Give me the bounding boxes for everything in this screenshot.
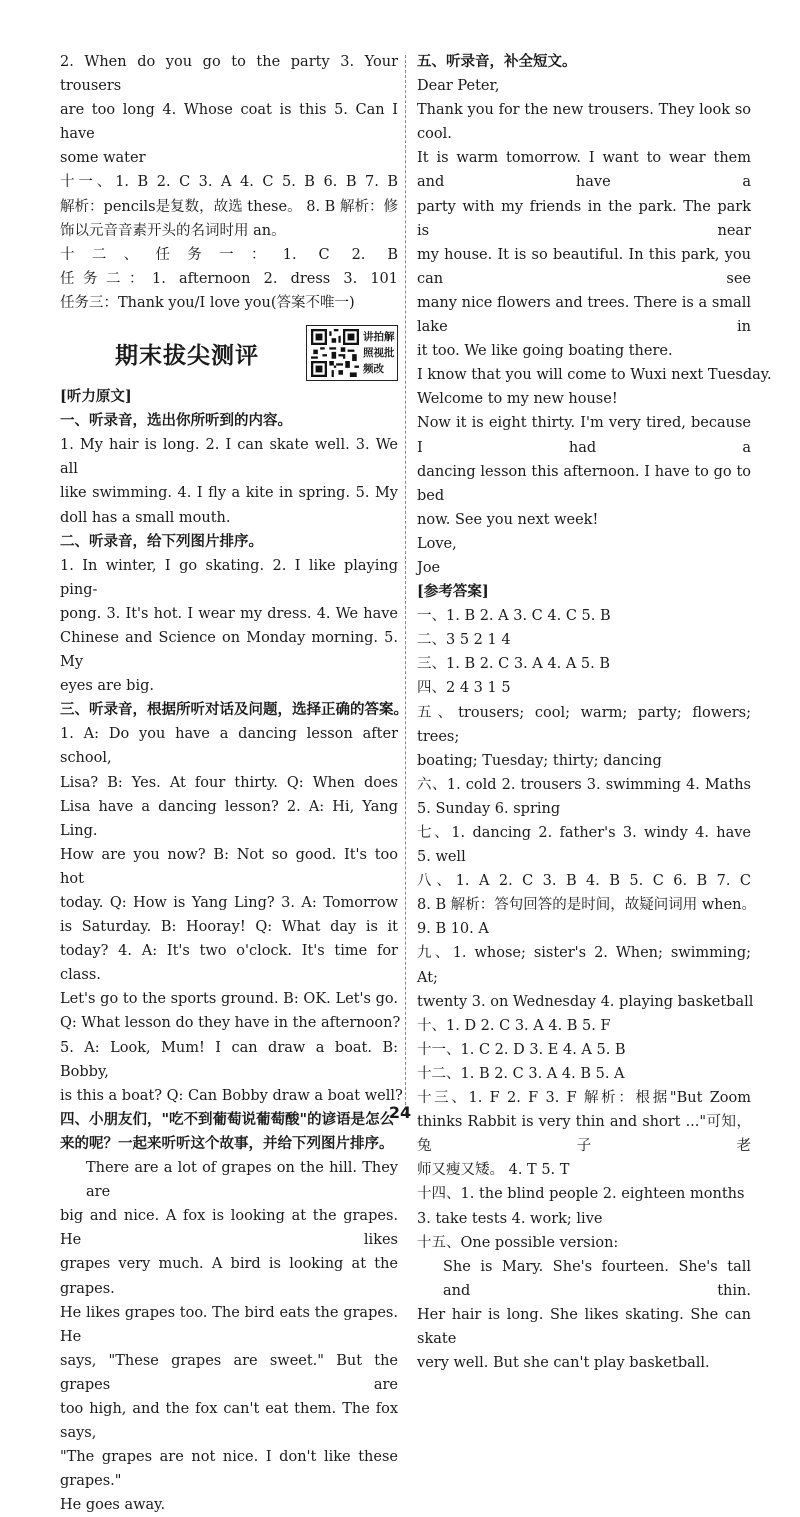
transcript-line: 四、小朋友们，"吃不到葡萄说葡萄酸"的谚语是怎么 — [60, 1110, 395, 1128]
text-line: it too. We like going boating there. — [417, 343, 673, 360]
left-top-answers — [60, 50, 398, 315]
transcript-line: is Saturday. B: Hooray! Q: What day is it — [60, 919, 398, 936]
answer-line: 十二、任务一：1. C 2. B — [60, 246, 398, 263]
text-line: 七、1. dancing 2. father's 3. windy 4. have — [417, 825, 751, 841]
answer-line: 十一、1. B 2. C 3. A 4. C 5. B 6. B 7. B — [60, 174, 398, 191]
transcript-line: He likes grapes too. The bird eats the grapes. He — [60, 1304, 398, 1345]
transcript-line: He goes away. — [60, 1497, 166, 1514]
text-line: many nice flowers and trees. There is a small lake in — [417, 294, 751, 336]
transcript-line: 一、听录音，选出你所听到的内容。 — [60, 412, 292, 430]
transcript-line: Lisa have a dancing lesson? 2. A: Hi, Yang Ling. — [60, 798, 398, 839]
section-title: 期末拔尖测评 — [115, 343, 259, 370]
text-line: 8. B 解析：答句回答的是时间，故疑问词用 when。 — [417, 897, 756, 914]
text-line: 六、1. cold 2. trousers 3. swimming 4. Maths — [417, 776, 751, 793]
text-line: thinks Rabbit is very thin and short ..."可知，兔子老 — [417, 1114, 751, 1155]
transcript-line: 1. In winter, I go skating. 2. I like playing ping- — [60, 557, 398, 598]
transcript-line: big and nice. A fox is looking at the grapes. He likes — [60, 1208, 398, 1249]
text-line: 十、1. D 2. C 3. A 4. B 5. F — [417, 1017, 611, 1034]
text-line: 一、1. B 2. A 3. C 4. C 5. B — [417, 608, 611, 625]
text-line: Now it is eight thirty. I'm very tired, because I had a — [417, 415, 751, 456]
text-line: She is Mary. She's fourteen. She's tall and thin. — [443, 1258, 751, 1299]
answer-line: some water — [60, 150, 146, 167]
transcript-line: 1. A: Do you have a dancing lesson after school, — [60, 726, 398, 767]
qr-code-icon — [311, 329, 359, 377]
transcript-line: 5. A: Look, Mum! I can draw a boat. B: Bobby, — [60, 1039, 398, 1080]
text-line: boating; Tuesday; thirty; dancing — [417, 752, 662, 769]
answer-line: 饰以元音音素开头的名词时用 an。 — [60, 222, 286, 239]
text-line: 5. Sunday 6. spring — [417, 800, 561, 817]
text-line: Love, — [417, 535, 457, 552]
text-line: now. See you next week! — [417, 511, 599, 528]
transcript-line: There are a lot of grapes on the hill. They are — [86, 1160, 398, 1201]
text-line: Thank you for the new trousers. They look so cool. — [417, 102, 751, 143]
text-line: my house. It is so beautiful. In this park, you can see — [417, 246, 751, 287]
transcript-line: 二、听录音，给下列图片排序。 — [60, 532, 263, 550]
page-number: 24 — [388, 1103, 412, 1122]
transcript-line: 三、听录音，根据所听对话及问题，选择正确的答案。 — [60, 701, 408, 719]
transcript-line: like swimming. 4. I fly a kite in spring. 5. My — [60, 485, 398, 502]
qr-code-box — [306, 325, 398, 381]
text-line: 5. well — [417, 849, 466, 866]
transcript-line: too high, and the fox can't eat them. The fox says, — [60, 1400, 398, 1442]
text-line: 九、1. whose; sister's 2. When; swimming; At; — [417, 945, 751, 986]
text-line: party with my friends in the park. The park is near — [417, 198, 751, 239]
transcript-line: is this a boat? Q: Can Bobby draw a boat well? — [60, 1087, 403, 1104]
answer-line: are too long 4. Whose coat is this 5. Can I have — [60, 102, 398, 143]
transcript-line: Q: What lesson do they have in the afternoon? — [60, 1015, 401, 1032]
text-line: Joe — [417, 559, 441, 576]
transcript-line: Lisa? B: Yes. At four thirty. Q: When does — [60, 774, 398, 791]
transcript-line: grapes very much. A bird is looking at the grapes. — [60, 1256, 398, 1297]
answer-line: 解析：pencils是复数，故选 these。 8. B 解析：修 — [60, 198, 398, 215]
text-line: 9. B 10. A — [417, 921, 489, 938]
text-line: 师又瘦又矮。 4. T 5. T — [417, 1162, 570, 1179]
text-line: Her hair is long. She likes skating. She can skate — [417, 1306, 751, 1347]
qr-label: 讲拍解照视批频改 — [363, 331, 395, 376]
answer-line: 任务三：Thank you/I love you(答案不唯一) — [60, 294, 355, 311]
text-line: Welcome to my new house! — [417, 391, 618, 408]
text-line: Dear Peter, — [417, 78, 500, 95]
text-line: 八、1. A 2. C 3. B 4. B 5. C 6. B 7. C — [417, 873, 751, 890]
text-line: 十一、1. C 2. D 3. E 4. A 5. B — [417, 1041, 626, 1058]
transcript-line: Let's go to the sports ground. B: OK. Let's go. — [60, 991, 398, 1008]
transcript-line: today? 4. A: It's two o'clock. It's time for class. — [60, 943, 398, 984]
transcript-line: Chinese and Science on Monday morning. 5. My — [60, 629, 398, 671]
transcript-line: How are you now? B: Not so good. It's too hot — [60, 846, 398, 887]
transcript-line: "The grapes are not nice. I don't like these grapes." — [60, 1449, 398, 1490]
text-line: 五、听录音，补全短文。 — [417, 53, 577, 70]
column-divider — [405, 55, 406, 1115]
transcript-line: doll has a small mouth. — [60, 509, 231, 526]
text-line: 十二、1. B 2. C 3. A 4. B 5. A — [417, 1065, 625, 1082]
text-line: 十五、One possible version: — [417, 1234, 619, 1251]
text-line: It is warm tomorrow. I want to wear them and have a — [417, 150, 751, 191]
right-column — [417, 50, 772, 1375]
listening-header: [听力原文] — [60, 388, 132, 406]
answer-line: 任务二：1. afternoon 2. dress 3. 101 — [60, 270, 398, 287]
text-line: 十四、1. the blind people 2. eighteen months — [417, 1186, 745, 1203]
transcript-line: today. Q: How is Yang Ling? 3. A: Tomorrow — [60, 895, 398, 911]
text-line: 四、2 4 3 1 5 — [417, 680, 511, 697]
text-line: [参考答案] — [417, 583, 489, 601]
text-line: 3. take tests 4. work; live — [417, 1210, 603, 1227]
text-line: I know that you will come to Wuxi next Tuesday. — [417, 367, 772, 384]
text-line: 十三、1. F 2. F 3. F 解析：根据"But Zoom — [417, 1090, 751, 1107]
text-line: dancing lesson this afternoon. I have to go to bed — [417, 463, 751, 504]
text-line: 五、trousers; cool; warm; party; flowers; trees; — [417, 704, 751, 745]
text-line: 三、1. B 2. C 3. A 4. A 5. B — [417, 656, 611, 673]
answer-line: 2. When do you go to the party 3. Your trousers — [60, 54, 398, 95]
transcript-line: eyes are big. — [60, 678, 154, 695]
text-line: twenty 3. on Wednesday 4. playing basketball — [417, 993, 754, 1010]
text-line: very well. But she can't play basketball. — [417, 1355, 710, 1372]
transcript-line: 来的呢？一起来听听这个故事，并给下列图片排序。 — [60, 1134, 394, 1152]
section-title-row — [60, 315, 398, 385]
transcript-line: 1. My hair is long. 2. I can skate well. 3. We all — [60, 437, 398, 478]
text-line: 二、3 5 2 1 4 — [417, 632, 511, 649]
transcript-line: pong. 3. It's hot. I wear my dress. 4. We have — [60, 605, 398, 622]
transcript-line: says, "These grapes are sweet." But the grapes are — [60, 1352, 398, 1393]
